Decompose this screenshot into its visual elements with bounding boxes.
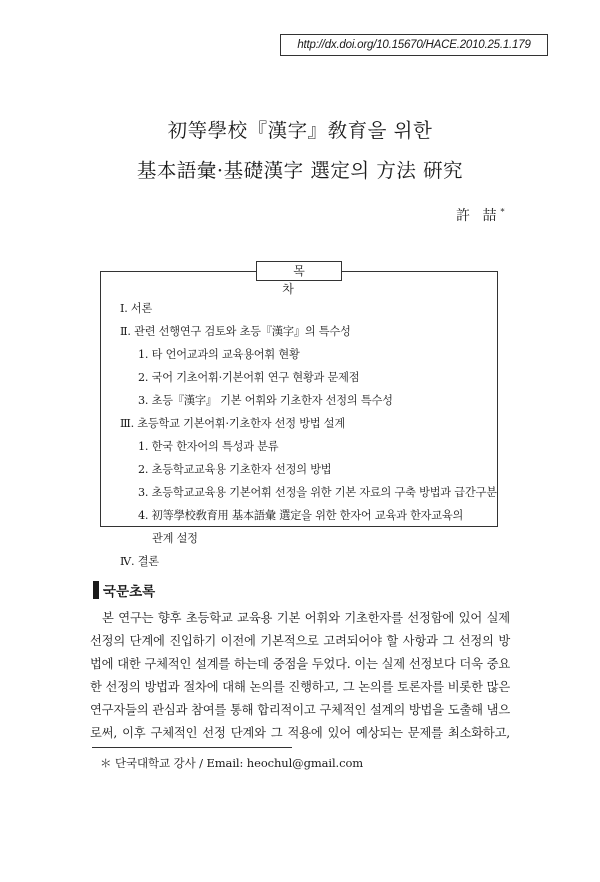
toc-item: 3. 초등『漢字』 기본 어휘와 기초한자 선정의 특수성 <box>138 394 393 407</box>
toc-item: Ⅰ. 서론 <box>120 302 153 315</box>
title-line-2: 基本語彙·基礎漢字 選定의 方法 硏究 <box>136 159 464 182</box>
toc-item: 2. 초등학교교육용 기초한자 선정의 방법 <box>138 463 332 476</box>
abstract-line: 법에 대한 구체적인 설계를 하는데 중점을 두었다. 이는 실제 선정보다 더욱 중요 <box>90 657 510 671</box>
toc-item: Ⅱ. 관련 선행연구 검토와 초등『漢字』의 특수성 <box>120 325 351 338</box>
abstract-body <box>90 607 510 745</box>
toc-item: 1. 타 언어교과의 교육용어휘 현황 <box>138 348 300 361</box>
abstract-line: 본 연구는 향후 초등학교 교육용 기본 어휘와 기초한자를 선정함에 있어 실제 <box>102 611 510 625</box>
abstract-line: 선정의 단계에 진입하기 이전에 기본적으로 고려되어야 할 사항과 그 선정의 방 <box>90 634 510 648</box>
abstract-line: 연구자들의 관심과 참여를 통해 합리적이고 구체적인 설계의 방법을 도출해 냄으 <box>90 703 510 717</box>
toc-item: 1. 한국 한자어의 특성과 분류 <box>138 440 279 453</box>
toc-item: Ⅲ. 초등학교 기본어휘·기초한자 선정 방법 설계 <box>120 417 346 430</box>
toc-item: 3. 초등학교교육용 기본어휘 선정을 위한 기본 자료의 구축 방법과 급간구분 <box>138 486 497 499</box>
author-name: 許 喆 <box>456 208 501 224</box>
footnote: ＊ 단국대학교 강사 / Email: heochul@gmail.com <box>100 756 364 770</box>
abstract-heading-text: 국문초록 <box>103 584 156 600</box>
title-line-1: 初等學校『漢字』敎育을 위한 <box>167 119 433 142</box>
abstract-line: 로써, 이후 구체적인 선정 단계와 그 적용에 있어 예상되는 문제를 최소화하고, <box>90 726 510 740</box>
heading-bar-icon <box>93 581 99 599</box>
toc-item: 2. 국어 기초어휘·기본어휘 연구 현황과 문제점 <box>138 371 360 384</box>
toc-item: Ⅳ. 결론 <box>120 555 159 568</box>
author <box>456 205 504 225</box>
abstract-heading <box>93 580 155 600</box>
toc-label: 목 차 <box>256 261 342 281</box>
abstract-line: 한 선정의 방법과 절차에 대해 논의를 진행하고, 그 논의를 토론자를 비롯한 많은 <box>90 680 510 694</box>
toc-list <box>120 297 495 573</box>
toc-item: 4. 初等學校敎育用 基本語彙 選定을 위한 한자어 교육과 한자교육의 <box>138 509 464 522</box>
doi-box: http://dx.doi.org/10.15670/HACE.2010.25.1.179 <box>280 34 548 56</box>
footnote-divider <box>92 747 292 748</box>
author-footnote-mark: * <box>500 207 505 217</box>
toc-item: 관계 설정 <box>152 532 198 545</box>
